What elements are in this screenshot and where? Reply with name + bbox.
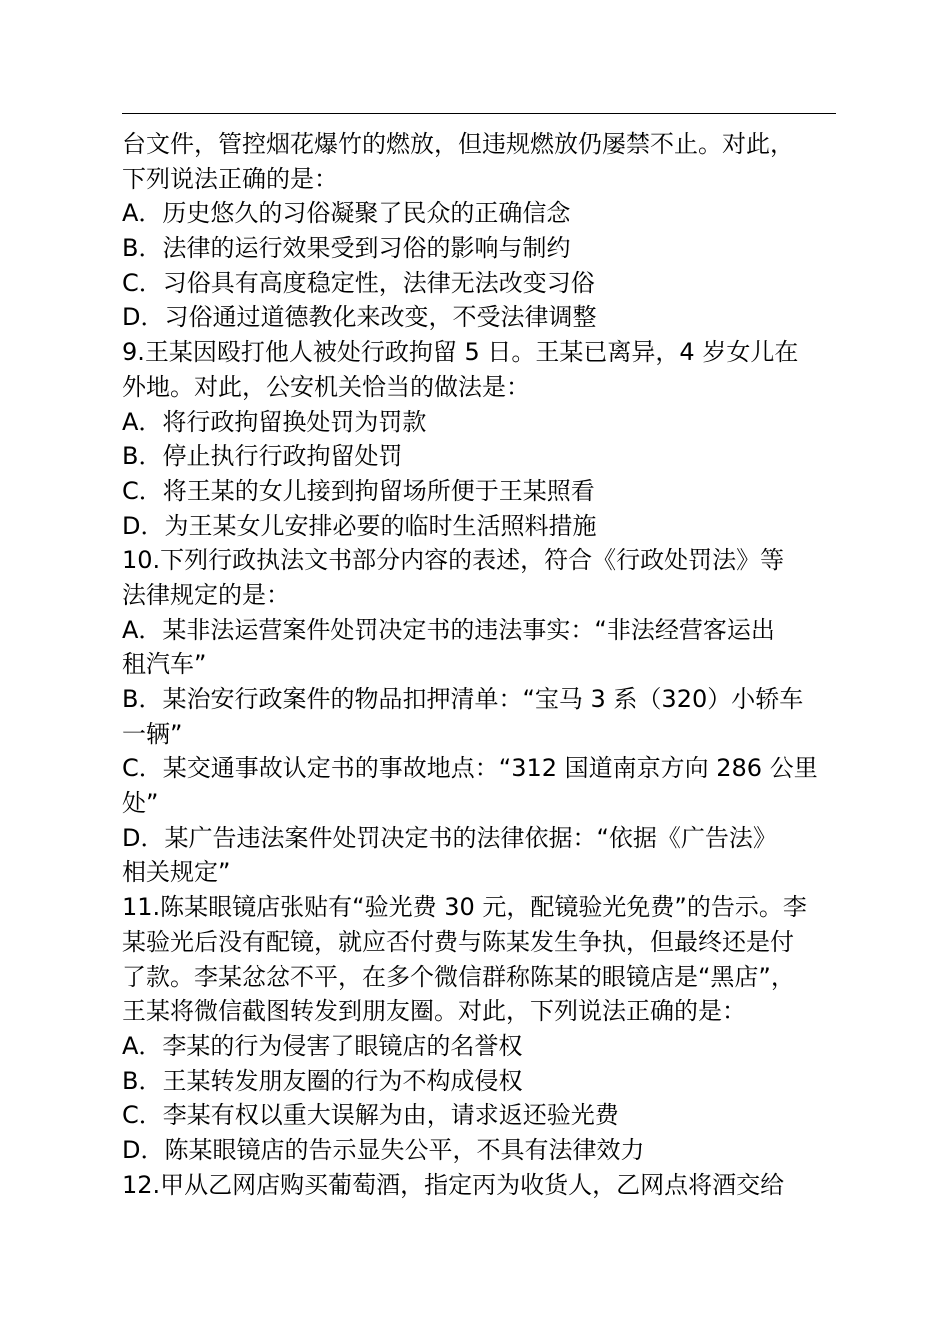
option-b: B．王某转发朋友圈的行为不构成侵权 xyxy=(122,1066,523,1095)
document-body xyxy=(122,127,840,1202)
text-line: 法律规定的是： xyxy=(122,580,290,609)
text-line: 相关规定” xyxy=(122,858,231,887)
option-b: B．法律的运行效果受到习俗的影响与制约 xyxy=(122,234,571,263)
question-11: 11.陈某眼镜店张贴有“验光费 30 元，配镜验光免费”的告示。李 xyxy=(122,893,807,922)
question-12: 12.甲从乙网店购买葡萄酒，指定丙为收货人，乙网点将酒交给 xyxy=(122,1170,785,1199)
text-line: 外地。对此，公安机关恰当的做法是： xyxy=(122,372,530,401)
text-line: 下列说法正确的是： xyxy=(122,164,338,193)
option-a: A．历史悠久的习俗凝聚了民众的正确信念 xyxy=(122,199,571,228)
option-c: C．习俗具有高度稳定性，法律无法改变习俗 xyxy=(122,268,595,297)
option-b: B．某治安行政案件的物品扣押清单：“宝马 3 系（320）小轿车 xyxy=(122,685,804,713)
option-d: D．陈某眼镜店的告示显失公平，不具有法律效力 xyxy=(122,1135,645,1164)
text-line: 某验光后没有配镜，就应否付费与陈某发生争执，但最终还是付 xyxy=(122,927,794,956)
text-line: 一辆” xyxy=(122,719,183,748)
header-rule xyxy=(122,113,836,114)
option-c: C．李某有权以重大误解为由，请求返还验光费 xyxy=(122,1101,619,1130)
option-a: A．某非法运营案件处罚决定书的违法事实：“非法经营客运出 xyxy=(122,615,775,644)
text-line: 处” xyxy=(122,789,159,818)
option-d: D．为王某女儿安排必要的临时生活照料措施 xyxy=(122,511,597,540)
option-c: C．将王某的女儿接到拘留场所便于王某照看 xyxy=(122,476,595,505)
text-line: 租汽车” xyxy=(122,650,207,679)
text-line: 台文件，管控烟花爆竹的燃放，但违规燃放仍屡禁不止。对此， xyxy=(122,130,794,158)
text-line: 了款。李某忿忿不平，在多个微信群称陈某的眼镜店是“黑店”， xyxy=(122,962,795,991)
option-c: C．某交通事故认定书的事故地点：“312 国道南京方向 286 公里 xyxy=(122,754,818,783)
text-line: 王某将微信截图转发到朋友圈。对此，下列说法正确的是： xyxy=(122,997,746,1026)
option-b: B．停止执行行政拘留处罚 xyxy=(122,442,403,471)
question-9: 9.王某因殴打他人被处行政拘留 5 日。王某已离异，4 岁女儿在 xyxy=(122,338,799,367)
option-d: D．某广告违法案件处罚决定书的法律依据：“依据《广告法》 xyxy=(122,823,777,852)
option-d: D．习俗通过道德教化来改变，不受法律调整 xyxy=(122,303,597,332)
question-10: 10.下列行政执法文书部分内容的表述，符合《行政处罚法》等 xyxy=(122,546,785,575)
option-a: A．将行政拘留换处罚为罚款 xyxy=(122,407,427,436)
option-a: A．李某的行为侵害了眼镜店的名誉权 xyxy=(122,1031,523,1060)
